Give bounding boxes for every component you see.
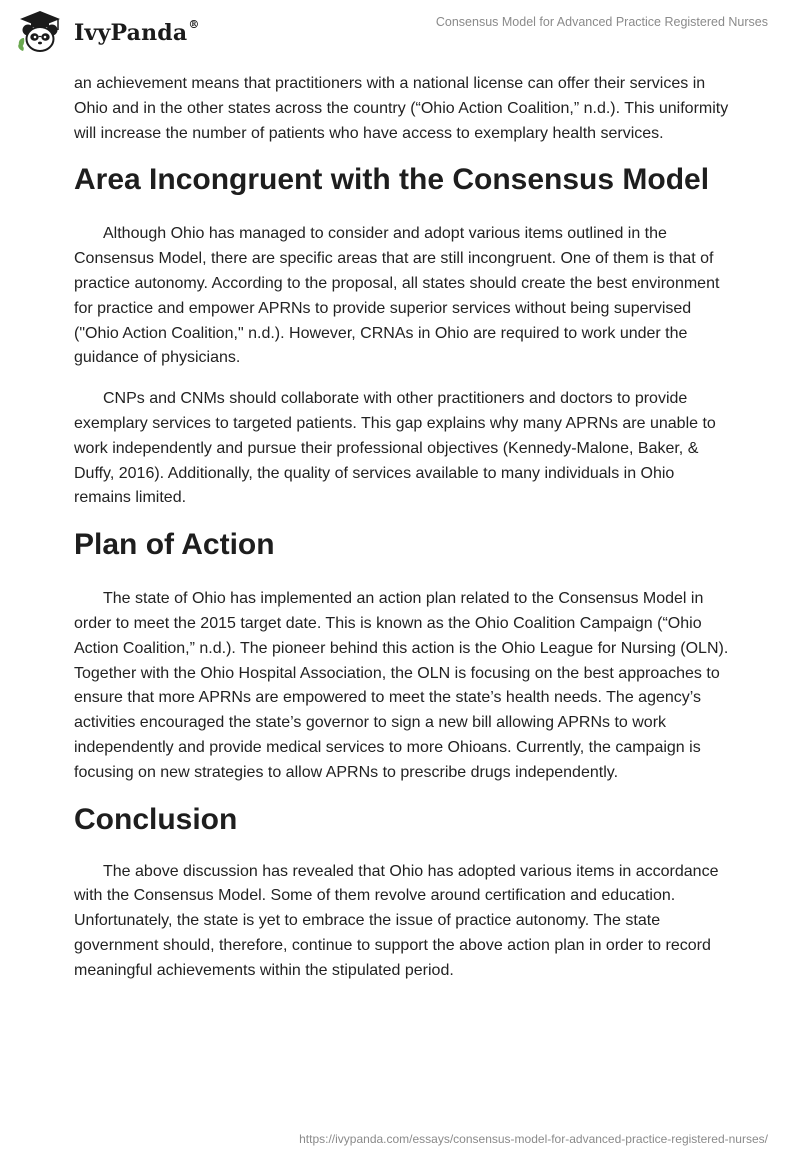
- section-heading-area-incongruent: Area Incongruent with the Consensus Model: [74, 163, 710, 197]
- document-title: Consensus Model for Advanced Practice Registered Nurses: [435, 15, 768, 29]
- paragraph: The above discussion has revealed that Ohio has adopted various items in accordance with the Consensus Model. Some of them revolve around certification and education. Unfortunately, the state is yet to embrace the issue of practice autonomy. The state government should, therefore, continue to support the above action plan in order to record meaningful achievements within the stipulated period.: [74, 862, 719, 979]
- intro-paragraph: an achievement means that practitioners with a national license can offer their services in Ohio and in the other states across the country (“Ohio Action Coalition,” n.d.). This uniformity will increase the number of patients who have access to exemplary health services.: [74, 75, 729, 142]
- source-url[interactable]: https://ivypanda.com/essays/consensus-model-for-advanced-practice-registered-nurses/: [299, 1132, 768, 1146]
- section-heading-plan-of-action: Plan of Action: [74, 528, 275, 562]
- essay-content: [74, 72, 734, 1000]
- section-heading-conclusion: Conclusion: [74, 802, 238, 836]
- page-header: [0, 0, 800, 62]
- paragraph: CNPs and CNMs should collaborate with other practitioners and doctors to provide exemplary services to targeted patients. This gap explains why many APRNs are unable to work independently and pursue their professional objectives (Kennedy-Malone, Baker, & Duffy, 2016). Additionally, the quality of services available to many individuals in Ohio remains limited.: [74, 390, 716, 507]
- logo-link[interactable]: [14, 8, 200, 56]
- paragraph: The state of Ohio has implemented an action plan related to the Consensus Model in order to meet the 2015 target date. This is known as the Ohio Coalition Campaign (“Ohio Action Coalition,” n.d.). The pioneer behind this action is the Ohio League for Nursing (OLN). Together with the Ohio Hospital Association, the OLN is focusing on the best approaches to ensure that more APRNs are empowered to meet the state’s health needs. The agency’s activities encouraged the state’s governor to sign a new bill allowing APRNs to work independently and provide medical services to more Ohioans. Currently, the campaign is focusing on new strategies to allow APRNs to prescribe drugs independently.: [74, 590, 729, 781]
- panda-graduate-logo-icon: [14, 8, 66, 56]
- logo-wordmark: IvyPanda®: [74, 18, 200, 46]
- paragraph: Although Ohio has managed to consider and adopt various items outlined in the Consensus Model, there are specific areas that are still incongruent. One of them is that of practice autonomy. According to the proposal, all states should create the best environment for practice and empower APRNs to provide superior services without being supervised ("Ohio Action Coalition," n.d.). However, CRNAs in Ohio are required to work under the guidance of physicians.: [74, 225, 720, 367]
